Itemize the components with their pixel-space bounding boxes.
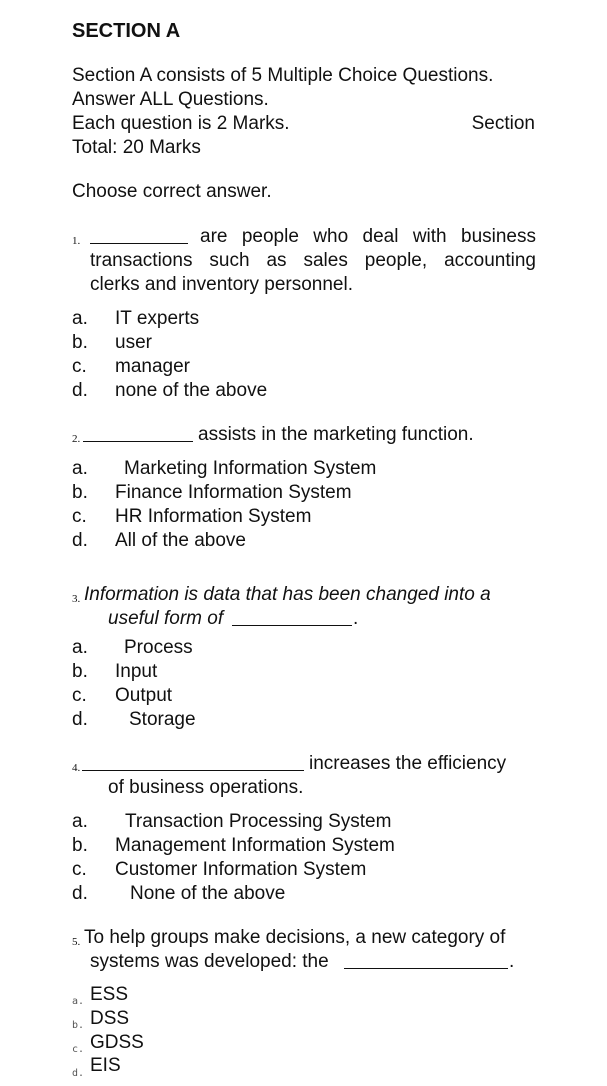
option-text: manager (115, 356, 190, 377)
option-text: Management Information System (115, 835, 395, 856)
instruction: Choose correct answer. (72, 181, 272, 202)
option-text: EIS (90, 1055, 121, 1076)
option-text: Customer Information System (115, 859, 367, 880)
question-number: 4. (72, 762, 81, 774)
question-text: systems was developed: the (90, 951, 329, 972)
option-text: none of the above (115, 380, 268, 401)
option-letter: b. (72, 332, 88, 353)
option-letter: c. (72, 859, 87, 880)
section-heading: SECTION A (72, 20, 181, 42)
answer-blank (232, 607, 352, 626)
option-letter: b. (72, 482, 88, 503)
question-number: 2. (72, 433, 81, 445)
question-number: 3. (72, 593, 81, 605)
option-letter: d. (72, 1068, 85, 1079)
intro-line-4: Total: 20 Marks (72, 137, 201, 158)
question-text: of business operations. (108, 777, 304, 798)
question-text: clerks and inventory personnel. (90, 274, 353, 295)
option-letter: a. (72, 996, 85, 1007)
answer-blank (90, 225, 188, 244)
option-text: Finance Information System (115, 482, 352, 503)
intro-line-3: Each question is 2 Marks. (72, 113, 290, 134)
question-number: 5. (72, 936, 81, 948)
option-letter: c. (72, 356, 87, 377)
option-text: Process (124, 637, 193, 658)
option-letter: d. (72, 883, 88, 904)
option-letter: a. (72, 811, 88, 832)
option-letter: c. (72, 506, 87, 527)
option-text: ESS (90, 984, 129, 1005)
option-text: Transaction Processing System (125, 811, 392, 832)
answer-blank (82, 752, 304, 771)
question-text: useful form of (108, 608, 224, 629)
option-letter: a. (72, 308, 88, 329)
option-text: Marketing Information System (124, 458, 377, 479)
question-text: are people who deal with business (200, 226, 536, 247)
option-letter: d. (72, 709, 88, 730)
question-end-punctuation: . (509, 951, 515, 972)
answer-blank (83, 423, 193, 442)
intro-line-2: Answer ALL Questions. (72, 89, 269, 110)
option-text: GDSS (90, 1032, 144, 1053)
option-letter: a. (72, 458, 88, 479)
question-end-punctuation: . (353, 608, 359, 629)
option-letter: d. (72, 380, 88, 401)
option-text: HR Information System (115, 506, 312, 527)
question-text: To help groups make decisions, a new category of (84, 927, 506, 948)
option-text: Input (115, 661, 158, 682)
option-letter: d. (72, 530, 88, 551)
option-letter: c. (72, 1044, 85, 1055)
option-text: DSS (90, 1008, 130, 1029)
option-letter: b. (72, 835, 88, 856)
option-letter: a. (72, 637, 88, 658)
answer-blank (344, 950, 508, 969)
option-letter: b. (72, 661, 88, 682)
option-text: Storage (129, 709, 196, 730)
question-number: 1. (72, 235, 81, 247)
option-text: user (115, 332, 152, 353)
question-text: assists in the marketing function. (198, 424, 474, 445)
intro-line-1: Section A consists of 5 Multiple Choice Questions. (72, 65, 494, 86)
option-letter: b. (72, 1020, 85, 1031)
intro-line-3-right: Section (471, 113, 535, 134)
question-text: Information is data that has been changed into a (84, 584, 491, 605)
option-text: None of the above (130, 883, 286, 904)
option-text: IT experts (115, 308, 200, 329)
question-text: increases the efficiency (309, 753, 507, 774)
option-text: Output (115, 685, 173, 706)
option-letter: c. (72, 685, 87, 706)
option-text: All of the above (115, 530, 246, 551)
question-text: transactions such as sales people, accounting (90, 250, 536, 271)
